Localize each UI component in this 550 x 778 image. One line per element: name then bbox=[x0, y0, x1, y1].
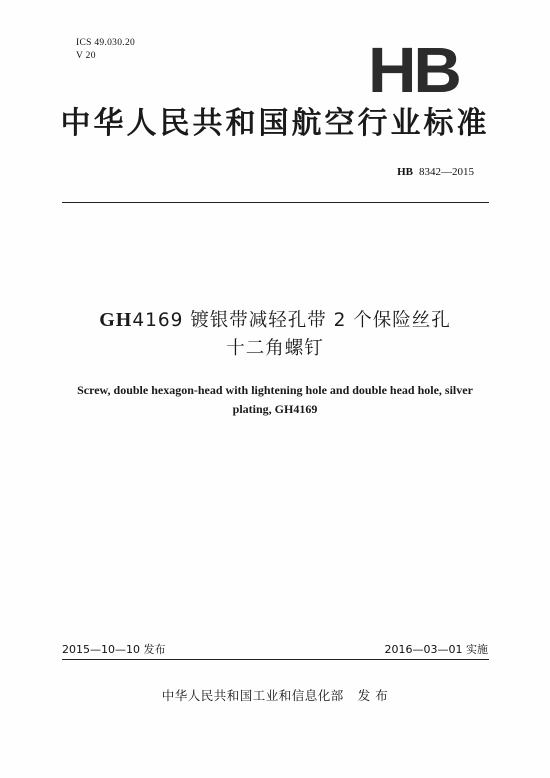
chinese-title-line2: 十二角螺钉 bbox=[226, 338, 324, 359]
organization-title: 中华人民共和国航空行业标准 bbox=[60, 106, 490, 141]
chinese-title-line1 bbox=[0, 306, 550, 335]
alloy-prefix: GH bbox=[99, 309, 133, 331]
english-title bbox=[40, 381, 510, 419]
english-title-line1: Screw, double hexagon-head with lightening hole and double head hole, silver bbox=[77, 383, 473, 397]
standard-code: 8342—2015 bbox=[419, 166, 474, 178]
ccs-code: V 20 bbox=[76, 51, 96, 61]
standard-prefix: HB bbox=[397, 166, 413, 178]
issue-word: 发 布 bbox=[357, 688, 389, 703]
english-title-line2: plating, GH4169 bbox=[232, 402, 318, 416]
top-divider bbox=[62, 202, 489, 203]
chinese-title-line1-text: 4169 镀银带减轻孔带 2 个保险丝孔 bbox=[132, 310, 451, 331]
hb-logo: HB bbox=[368, 34, 459, 106]
classification-codes bbox=[76, 37, 135, 63]
implement-date: 2016—03—01 实施 bbox=[384, 643, 488, 656]
issuer-name: 中华人民共和国工业和信息化部 bbox=[161, 688, 344, 703]
publish-date: 2015—10—10 发布 bbox=[62, 643, 166, 656]
ics-code: ICS 49.030.20 bbox=[76, 38, 136, 48]
chinese-title bbox=[0, 306, 550, 363]
issuing-authority bbox=[0, 686, 550, 704]
standard-number bbox=[397, 166, 474, 178]
bottom-divider bbox=[62, 659, 489, 660]
